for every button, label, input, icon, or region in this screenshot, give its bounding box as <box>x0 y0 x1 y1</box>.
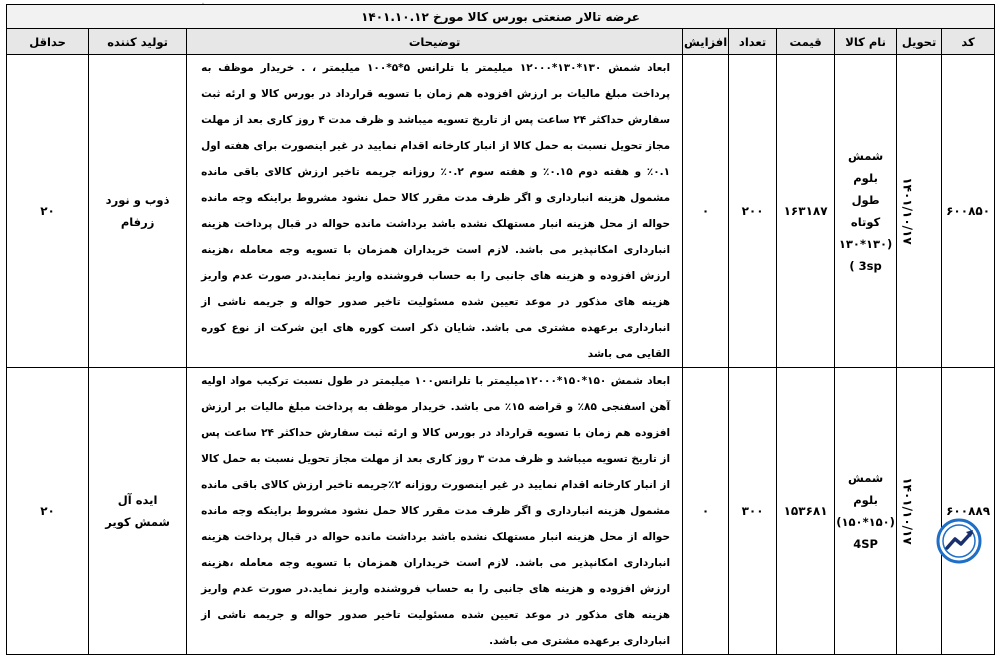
cell-quantity: ۲۰۰ <box>729 55 777 368</box>
cell-delivery <box>897 55 942 368</box>
cell-code: ۶۰۰۸۸۹ <box>942 368 995 655</box>
table-header-row <box>7 29 995 55</box>
cell-delivery <box>897 368 942 655</box>
cell-increase: ۰ <box>683 55 729 368</box>
commodity-offer-table <box>6 4 995 655</box>
cell-code: ۶۰۰۸۵۰ <box>942 55 995 368</box>
table-title: عرضه تالار صنعتی بورس کالا مورخ ۱۴۰۱.۱۰.۱۲ <box>7 5 995 29</box>
header-increase: افزایش <box>683 29 729 55</box>
cell-description: ابعاد شمش ۱۳۰*۱۳۰*۱۲۰۰۰ میلیمتر با تلرانس ۵*۵*۱۰۰ میلیمتر ، . خریدار موظف به پرداخت مبلغ مالیات بر ارزش افزوده هم زمان با تسویه قرارداد در بورس کالا و ارئه ثبت سفارش حداکثر ۲۴ ساعت پس از تاریخ تسویه میباشد و ظرف مدت ۴ روز کاری بعد از مهلت مجاز تحویل نسبت به حمل کالا از انبار کارخانه اقدام نمایید در غیر اینصورت برای هفته اول ۰.۱٪ و هفته دوم ۰.۱۵٪ و هفته سوم ۰.۲٪ روزانه جریمه تاخیر ارزش کالای باقی مانده مشمول هزینه انبارداری و اگر ظرف مدت مقرر کالا حمل نشود مشروط براینکه وجه مانده حواله از محل هزینه انبار مستهلک نشده باشد برداشت مانده حواله در قبال پرداخت هزینه انبارداری امکانپذیر می باشد. لازم است خریداران همزمان با تسویه وجه معامله ،هزینه ارزش افزوده و هزینه های جانبی را به حساب فروشنده واریز نمایند.در صورت عدم واریز هزینه های مذکور در موعد تعیین شده مسئولیت تاخیر صدور حواله و جریمه ناشی از انبارداری برعهده مشتری می باشد. شایان ذکر است کوره های این شرکت از نوع کوره القایی می باشد <box>187 55 683 368</box>
cell-producer <box>89 368 187 655</box>
cell-quantity: ۳۰۰ <box>729 368 777 655</box>
trend-badge-icon <box>936 518 982 564</box>
producer-line: زرفام <box>120 215 155 229</box>
delivery-date: ۱۴۰۱/۱۰/۱۷ <box>900 477 915 545</box>
cell-minimum: ۲۰ <box>7 368 89 655</box>
product-line: 4SP <box>853 537 878 551</box>
product-line: طول کوتاه <box>850 193 881 229</box>
cell-price: ۱۶۳۱۸۷ <box>777 55 835 368</box>
product-line: (۱۵۰*۱۵۰) <box>836 515 895 529</box>
header-description: توضیحات <box>187 29 683 55</box>
cell-producer <box>89 55 187 368</box>
producer-line: ایده آل <box>117 493 158 507</box>
cell-description: ابعاد شمش ۱۵۰*۱۵۰*۱۲۰۰۰میلیمتر با تلرانس۱۰۰ میلیمتر در طول نسبت ترکیب مواد اولیه آهن اسفنجی ۸۵٪ و قراضه ۱۵٪ می باشد. خریدار موظف به پرداخت مبلغ مالیات بر ارزش افزوده هم زمان با تسویه قرارداد در بورس کالا و ارئه ثبت سفارش حداکثر ۲۴ ساعت پس از تاریخ تسویه میباشد و ظرف مدت ۳ روز کاری بعد از مهلت مجاز تحویل نسبت به حمل کالا از انبار کارخانه اقدام نمایید در غیر اینصورت روزانه ۲٪جریمه تاخیر ارزش کالای باقی مانده مشمول هزینه انبارداری و اگر ظرف مدت مقرر کالا حمل نشود مشروط براینکه وجه مانده حواله از محل هزینه انبار مستهلک نشده باشد برداشت مانده حواله در قبال پرداخت هزینه انبارداری امکانپذیر می باشد. لازم است خریداران همزمان با تسویه وجه معامله ،هزینه ارزش افزوده و هزینه های جانبی را به حساب فروشنده واریز نماید.در صورت عدم واریز هزینه های مذکور در موعد تعیین شده مسئولیت تاخیر صدور حواله و جریمه ناشی از انبارداری برعهده مشتری می باشد. <box>187 368 683 655</box>
product-line: (۱۳۰*۱۳۰ <box>838 237 893 251</box>
header-producer: تولید کننده <box>89 29 187 55</box>
header-delivery: تحویل <box>897 29 942 55</box>
product-line: شمش بلوم <box>847 149 884 185</box>
table-row <box>7 55 995 368</box>
table-row <box>7 368 995 655</box>
cell-price: ۱۵۳۶۸۱ <box>777 368 835 655</box>
delivery-date: ۱۴۰۱/۱۰/۱۷ <box>900 177 915 245</box>
product-line: شمش بلوم <box>847 471 884 507</box>
cell-minimum: ۲۰ <box>7 55 89 368</box>
header-minimum: حداقل <box>7 29 89 55</box>
cell-increase: ۰ <box>683 368 729 655</box>
producer-line: ذوب و نورد <box>105 193 170 207</box>
cell-product <box>835 368 897 655</box>
header-price: قیمت <box>777 29 835 55</box>
producer-line: شمش کویر <box>105 515 170 529</box>
header-code: کد <box>942 29 995 55</box>
header-product: نام کالا <box>835 29 897 55</box>
header-quantity: تعداد <box>729 29 777 55</box>
product-line: 3sp ) <box>849 259 882 273</box>
